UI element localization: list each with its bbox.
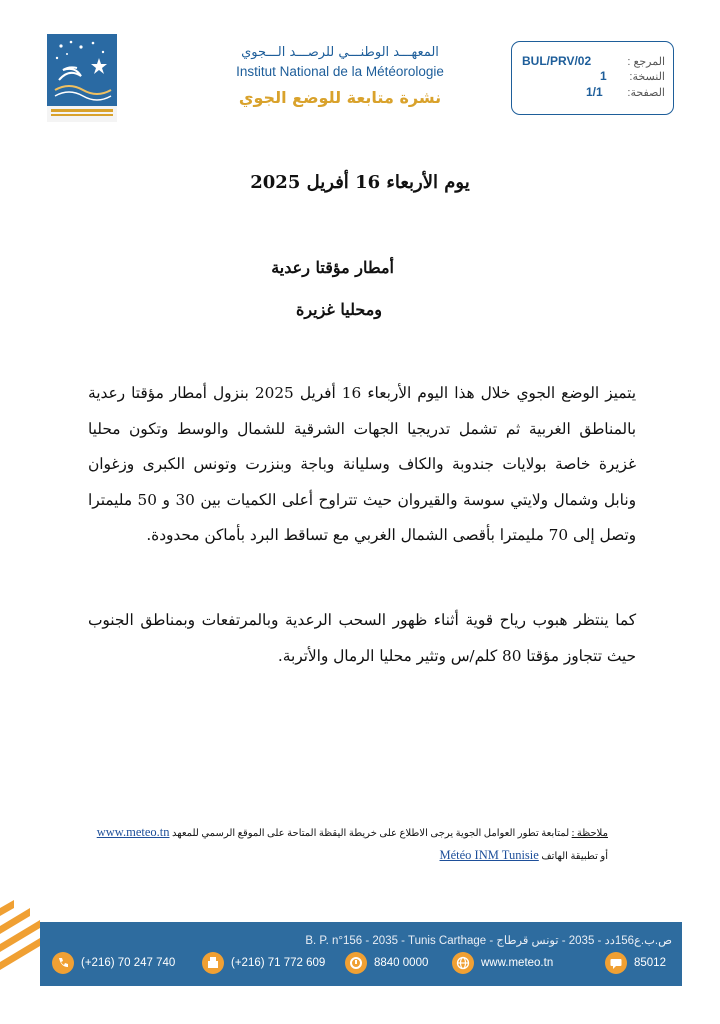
copy-value: 1 [600, 69, 607, 83]
page-value: 1/1 [586, 85, 603, 99]
subtitle-line-1-text: أمطار مؤقتا رعدية [271, 258, 394, 277]
note-label: ملاحظة : [571, 828, 608, 839]
sms-number: 85012 [634, 957, 666, 970]
note-text-1: لمتابعة تطور العوامل الجوية يرجى الاطلاع على خريطة اليقظة المتاحة على الموقع الرسمي للمعهد [172, 828, 570, 839]
phone-number: (+216) 70 247 740 [81, 957, 176, 970]
date-title: يوم الأربعاء 16 أفريل 2025 [250, 172, 470, 193]
body-paragraph-1: يتميز الوضع الجوي خلال هذا اليوم الأربعاء 16 أفريل 2025 بنزول أمطار مؤقتا رعدية بالمناطق الغربية ثم تشمل تدريجيا الجهات الشرقية للشمال والوسط وتكون محليا غزيرة خاصة بولايات جندوبة والكاف وسليانة وباجة وبنزرت وتونس الكبرى وزغوان ونابل وشمال ولايتي سوسة والقيروان حيث تتراوح أعلى الكميات بين 30 و 50 مليمترا وتصل إلى 70 مليمترا بأقصى الشمال الغربي مع تساقط البرد بأماكن محدودة. [88, 384, 636, 544]
green-number: 8840 0000 [374, 957, 429, 970]
institute-name-arabic: المعهـــد الوطنـــي للرصـــد الـــجوي [241, 45, 439, 60]
fax-icon [202, 952, 224, 974]
bulletin-title: نشرة متابعة للوضع الجوي [238, 88, 442, 107]
fax-number: (+216) 71 772 609 [231, 957, 326, 970]
page-row [512, 86, 673, 102]
web-address: www.meteo.tn [481, 957, 554, 970]
subtitle-line-2-text: ومحليا غزيرة [295, 300, 382, 319]
globe-icon [452, 952, 474, 974]
reference-value: BUL/PRV/02 [522, 54, 592, 68]
sms-icon [605, 952, 627, 974]
body-paragraph-2: كما ينتظر هبوب رياح قوية أثناء ظهور السحب الرعدية وبالمرتفعات وبمناطق الجنوب حيث تتجاوز مؤقتا 80 كلم/س وتثير محليا الرمال والأتربة. [88, 611, 636, 665]
footer-address: B. P. n°156 - 2035 - Tunis Carthage - ص.ب.ع156دد - 2035 - تونس قرطاج [305, 935, 672, 947]
inm-logo [47, 34, 117, 122]
note-line-2 [88, 848, 608, 863]
note-text-2: أو تطبيقة الهاتف [541, 851, 608, 862]
footer-fax [202, 952, 325, 974]
app-link[interactable]: Météo INM Tunisie [439, 848, 539, 862]
footer-bar [40, 922, 682, 986]
footer-web [452, 952, 553, 974]
reference-box [511, 41, 674, 115]
phone-icon [52, 952, 74, 974]
footer-green-number [345, 952, 428, 974]
copy-label: النسخة: [629, 71, 665, 83]
copy-row [512, 70, 673, 86]
footer-sms [605, 952, 666, 974]
reference-row [512, 55, 673, 71]
reference-label: المرجع : [627, 56, 665, 68]
footer-phone [52, 952, 175, 974]
note-line-1 [88, 825, 608, 840]
page-label: الصفحة: [627, 87, 665, 99]
support-icon [345, 952, 367, 974]
website-link[interactable]: www.meteo.tn [96, 825, 170, 839]
institute-name-french: Institut National de la Météorologie [236, 64, 444, 79]
